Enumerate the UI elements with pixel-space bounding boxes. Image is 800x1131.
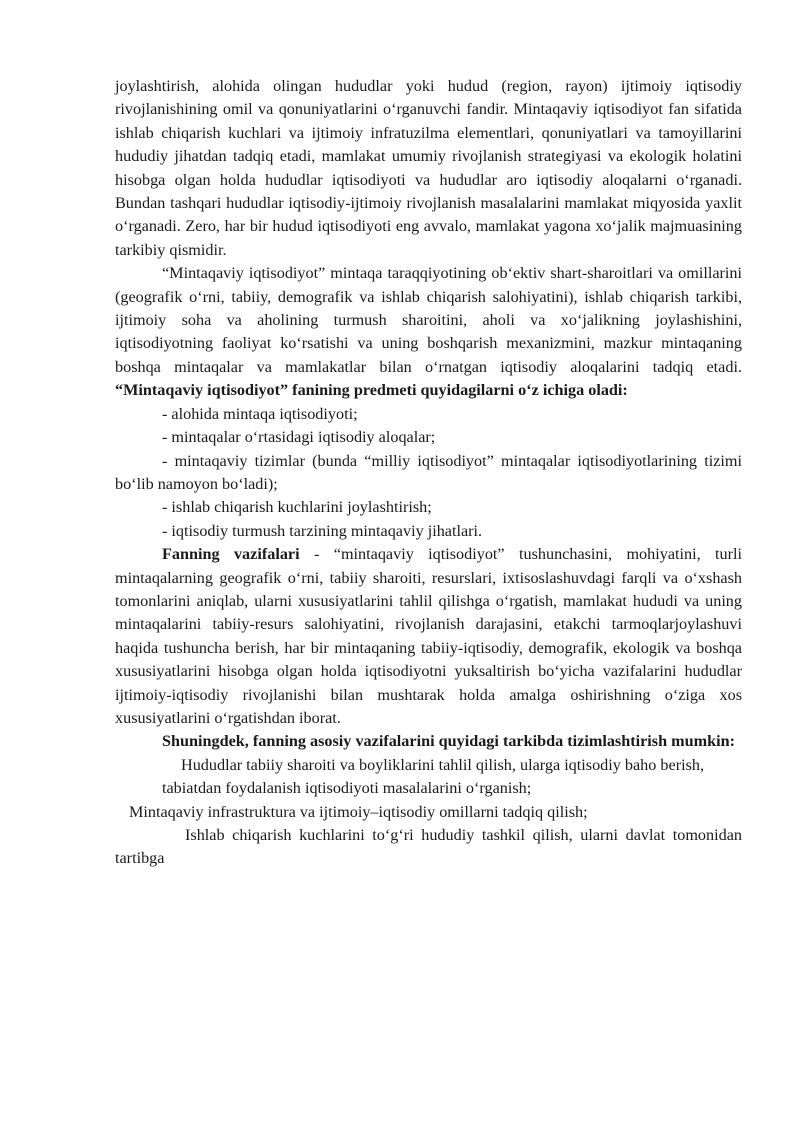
subject-heading: “Mintaqaviy iqtisodiyot” fanining predmeti quyidagilarni o‘z ichiga oladi: xyxy=(115,381,628,400)
task-line: Hududlar tabiiy sharoiti va boyliklarini tahlil qilish, ularga iqtisodiy baho berish, xyxy=(181,755,705,774)
paragraph-tasks xyxy=(115,543,742,730)
systematization-heading: Shuningdek, fanning asosiy vazifalarini quyidagi tarkibda tizimlashtirish mumkin: xyxy=(162,732,735,751)
task-line: tabiatdan foydalanish iqtisodiyoti masalalarini o‘rganish; xyxy=(162,779,532,798)
paragraph-intro: joylashtirish, alohida olingan hududlar yoki hudud (region, rayon) ijtimoiy iqtisodiy rivojlanishining omil va qonuniyatlarini o‘rganuvchi fandir. Mintaqaviy iqtisodiyot fan sifatida ishlab chiqarish kuchlari va ijtimoiy infratuzilma elementlari, qonuniyatlari va tamoyillarini hududiy jihatdan tadqiq etadi, mamlakat umumiy rivojlanish strategiyasi va ekologik holatini hisobga olgan holda hududlar iqtisodiyoti va hududlar aro iqtisodiy aloqalarni o‘rganadi. Bundan tashqari hududlar iqtisodiy-ijtimoiy rivojlanish masalalarini mamlakat miqyosida yaxlit o‘rganadi. Zero, har bir hudud iqtisodiyoti eng avvalo, mamlakat yagona xo‘jalik majmuasining tarkibiy qismidir. xyxy=(115,77,742,259)
list-item: - alohida mintaqa iqtisodiyoti; xyxy=(162,404,358,423)
list-item: - mintaqaviy tizimlar (bunda “milliy iqtisodiyot” mintaqalar iqtisodiyotlarining tizimi bo‘lib namoyon bo‘ladi); xyxy=(115,451,742,493)
tasks-text: - “mintaqaviy iqtisodiyot” tushunchasini, mohiyatini, turli mintaqalarning geografik o‘rni, tabiiy sharoiti, resurslari, ixtisoslashuvdagi farqli va o‘xshash tomonlarini aniqlab, ularni xususiyatlarini tahlil qilishga o‘rgatish, mamlakat hududi va uning mintaqalarini tabiiy-resurs salohiyatini, rivojlanish darajasini, etakchi tarmoqlarjoylashuvi haqida tushuncha berish, har bir mintaqaning tabiiy-iqtisodiy, demografik, ekologik va boshqa xususiyatlarini hisobga olgan holda iqtisodiyotni yuksaltirish bo‘yicha vazifalarini hududlar ijtimoiy-iqtisodiy rivojlanishi bilan mushtarak holda amalga oshirishning o‘ziga xos xususiyatlarini o‘rgatishdan iborat. xyxy=(115,545,743,727)
definition-text: “Mintaqaviy iqtisodiyot” mintaqa taraqqiyotining ob‘ektiv shart-sharoitlari va omillarini (geografik o‘rni, tabiiy, demografik va ishlab chiqarish salohiyatini), ishlab chiqarish tarkibi, ijtimoiy soha va aholining turmush sharoitini, aholi va xo‘jalikning joylashishini, iqtisodiyotning faoliyat ko‘rsatishi va uning boshqarish mexanizmini, mazkur mintaqaning boshqa mintaqalar va mamlakatlar bilan o‘rnatgan iqtisodiy aloqalarini tadqiq etadi. xyxy=(115,264,742,376)
task-line: Ishlab chiqarish kuchlarini to‘g‘ri hududiy tashkil qilish, ularni davlat tomonidan tartibga xyxy=(115,826,742,868)
task-line: Mintaqaviy infrastruktura va ijtimoiy–iqtisodiy omillarni tadqiq qilish; xyxy=(129,802,588,821)
list-item: - iqtisodiy turmush tarzining mintaqaviy jihatlari. xyxy=(162,521,483,540)
list-item: - mintaqalar o‘rtasidagi iqtisodiy aloqalar; xyxy=(162,428,436,447)
document-body xyxy=(115,75,742,871)
tasks-heading: Fanning vazifalari xyxy=(162,545,300,564)
paragraph-definition xyxy=(115,262,742,402)
list-item: - ishlab chiqarish kuchlarini joylashtirish; xyxy=(162,498,432,517)
